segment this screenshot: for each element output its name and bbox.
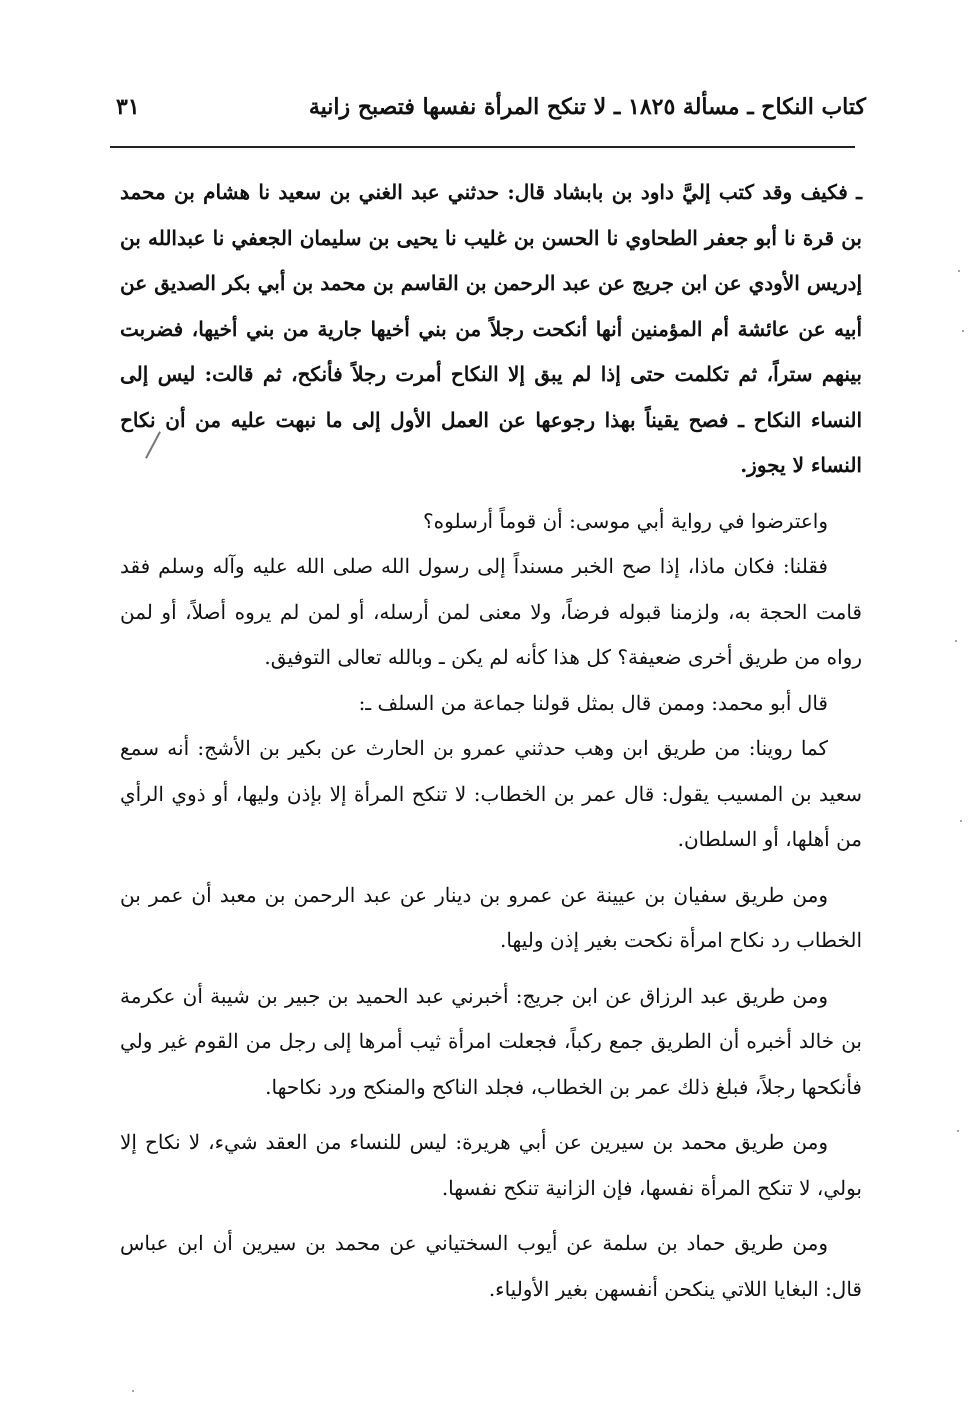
paragraph-2: واعترضوا في رواية أبي موسى: أن قوماً أرسلوه؟ [423,508,828,533]
scan-speck [958,270,960,272]
paragraph-1: ـ فكيف وقد كتب إليَّ داود بن بابشاد قال: حدثني عبد الغني بن سعيد نا هشام بن محمد بن قرة نا أبو جعفر الطحاوي نا الحسن بن غليب نا يحيى بن سليمان الجعفي نا عبدالله بن إدريس الأودي عن ابن جريج عن عبد الرحمن بن القاسم بن محمد بن أبي بكر الصديق عن أبيه عن عائشة أم المؤمنين أنها أنكحت رجلاً من بني أخيها جارية من بني أخيها، فضربت بينهم ستراً، ثم تكلمت حتى إذا لم يبق إلا النكاح أمرت رجلاً فأنكح، ثم قالت: ليس إلى النساء النكاح ـ فصح يقيناً بهذا رجوعها عن العمل الأول إلى ما نبهت عليه من أن نكاح النساء لا يجوز. [120,180,862,477]
paragraph-7: ومن طريق عبد الرزاق عن ابن جريج: أخبرني عبد الحميد بن جبير بن شيبة أن عكرمة بن خالد أخبره أن الطريق جمع ركباً، فجعلت امرأة ثيب أمرها إلى رجل من القوم غير ولي فأنكحها رجلاً، فبلغ ذلك عمر بن الخطاب، فجلد الناكح والمنكح ورد نكاحها. [120,983,862,1099]
paragraph-3: فقلنا: فكان ماذا، إذا صح الخبر مسنداً إلى رسول الله صلى الله عليه وآله وسلم فقد قامت الحجة به، ولزمنا قبوله فرضاً، ولا معنى لمن أرسله، أو لمن لم يروه أصلاً، أو لمن رواه من طريق أخرى ضعيفة؟ كل هذا كأنه لم يكن ـ وبالله تعالى التوفيق. [120,554,862,669]
paragraph-8: ومن طريق محمد بن سيرين عن أبي هريرة: ليس للنساء من العقد شيء، لا نكاح إلا بولي، لا تنكح المرأة نفسها، فإن الزانية تنكح نفسها. [120,1130,862,1200]
running-header [110,88,866,138]
header-rule [110,146,855,148]
body-text [120,170,862,1312]
paragraph-5: كما روينا: من طريق ابن وهب حدثني عمرو بن الحارث عن بكير بن الأشج: أنه سمع سعيد بن المسيب يقول: قال عمر بن الخطاب: لا تنكح المرأة إلا بإذن وليها، أو ذوي الرأي من أهلها، أو السلطان. [120,736,862,851]
paragraph-6: ومن طريق سفيان بن عيينة عن عمرو بن دينار عن عبد الرحمن بن معبد أن عمر بن الخطاب رد نكاح امرأة نكحت بغير إذن وليها. [120,882,862,952]
scan-speck [957,1130,959,1132]
paragraph-9: ومن طريق حماد بن سلمة عن أيوب السختياني عن محمد بن سيرين أن ابن عباس قال: البغايا اللاتي ينكحن أنفسهن بغير الأولياء. [120,1231,862,1301]
paragraph-4: قال أبو محمد: وممن قال بمثل قولنا جماعة من السلف ـ: [358,690,828,715]
scan-speck [132,1390,134,1392]
scan-speck [962,330,964,332]
header-title: كتاب النكاح ـ مسألة ١٨٢٥ ـ لا تنكح المرأة نفسها فتصبح زانية [308,94,866,120]
scan-speck [955,640,957,642]
page-number: ٣١ [116,94,140,120]
scan-speck [960,820,962,822]
